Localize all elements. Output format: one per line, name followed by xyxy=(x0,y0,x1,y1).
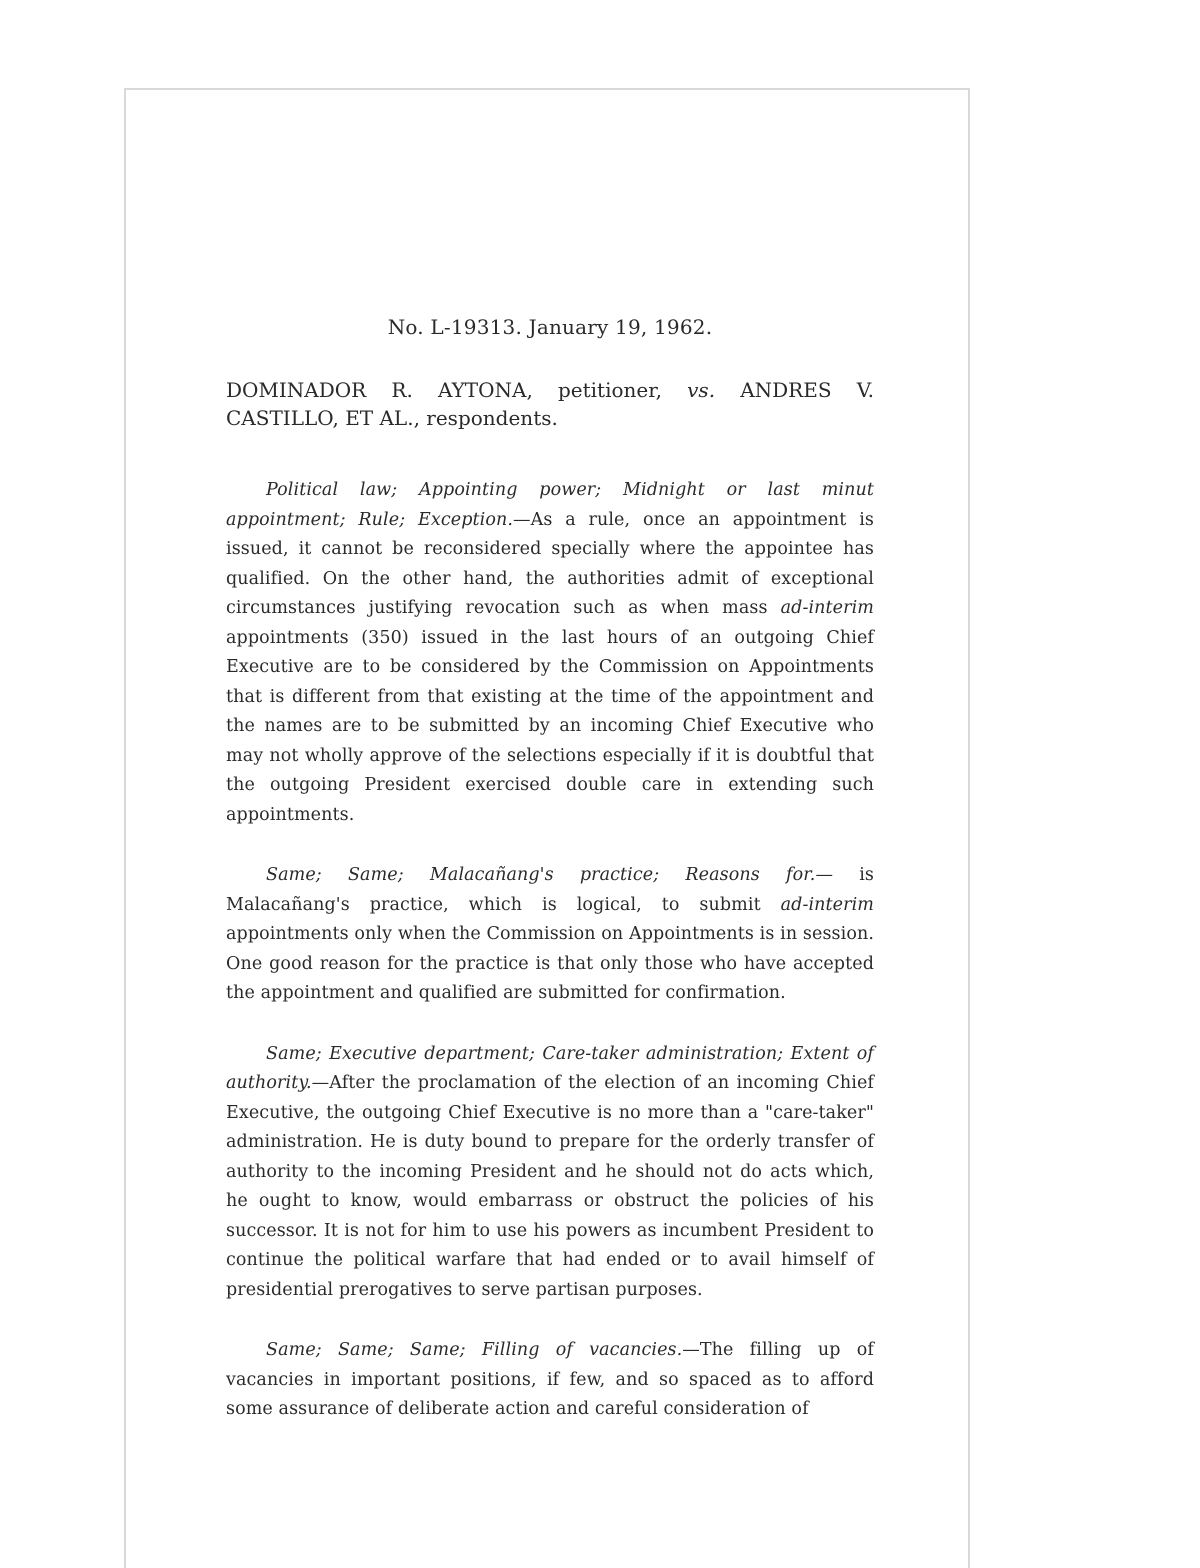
syllabus-italic-term: ad-interim xyxy=(780,598,874,618)
syllabus-paragraph-4 xyxy=(226,1336,874,1425)
syllabus-heading: Same; Same; Malacañang's practice; Reasons for. xyxy=(266,865,816,885)
syllabus-heading: Same; Executive department; Care-taker administration; Extent of authority. xyxy=(226,1043,874,1093)
syllabus-italic-term: ad-interim xyxy=(780,894,874,915)
syllabus-heading: Political law; Appointing power; Midnight or last minut appointment; Rule; Exception. xyxy=(226,480,874,530)
syllabus-text: —As a rule, once an appointment is issued, it cannot be reconsidered specially where the appointee has qualified. On the other hand, the authorities admit of exceptional circumstances justifying revocation such as when mass xyxy=(226,509,874,618)
syllabus-paragraph-3 xyxy=(226,1040,874,1306)
syllabus-text: — is Malacañang's practice, which is logical, to submit xyxy=(226,865,875,915)
syllabus-paragraph-2 xyxy=(226,861,874,1009)
document-content xyxy=(226,312,874,1456)
case-number: No. L-19313. January 19, 1962. xyxy=(387,315,713,339)
syllabus-text: appointments only when the Commission on Appointments is in session. One good reason for the practice is that only those who have accepted the appointment and qualified are submitted for confirmation. xyxy=(226,924,874,1003)
syllabus-text: —The filling up of vacancies in important positions, if few, and so spaced as to afford some assurance of deliberate action and careful consideration of xyxy=(226,1340,874,1419)
syllabus-text: appointments (350) issued in the last hours of an outgoing Chief Executive are to be considered by the Commission on Appointments that is different from that existing at the time of the appointment and the names are to be submitted by an incoming Chief Executive who may not wholly approve of the selections especially if it is doubtful that the outgoing President exercised double care in extending such appointments. xyxy=(226,627,874,825)
syllabus-heading: Same; Same; Same; Filling of vacancies. xyxy=(266,1340,683,1360)
case-title-versus: vs. xyxy=(687,378,716,402)
syllabus-paragraph-1 xyxy=(226,476,874,830)
syllabus-text: —After the proclamation of the election of an incoming Chief Executive, the outgoing Chief Executive is no more than a "care-taker" administration. He is duty bound to prepare for the orderly transfer of authority to the incoming President and he should not do acts which, he ought to know, would embarrass or obstruct the policies of his successor. It is not for him to use his powers as incumbent President to continue the political warfare that had ended or to avail himself of presidential prerogatives to serve partisan purposes. xyxy=(226,1073,874,1300)
case-title-respondents: ANDRES V. CASTILLO, ET AL., respondents. xyxy=(226,378,874,430)
case-title xyxy=(226,376,874,432)
case-title-petitioner: DOMINADOR R. AYTONA, petitioner, xyxy=(226,378,688,402)
document-page xyxy=(124,88,970,1568)
